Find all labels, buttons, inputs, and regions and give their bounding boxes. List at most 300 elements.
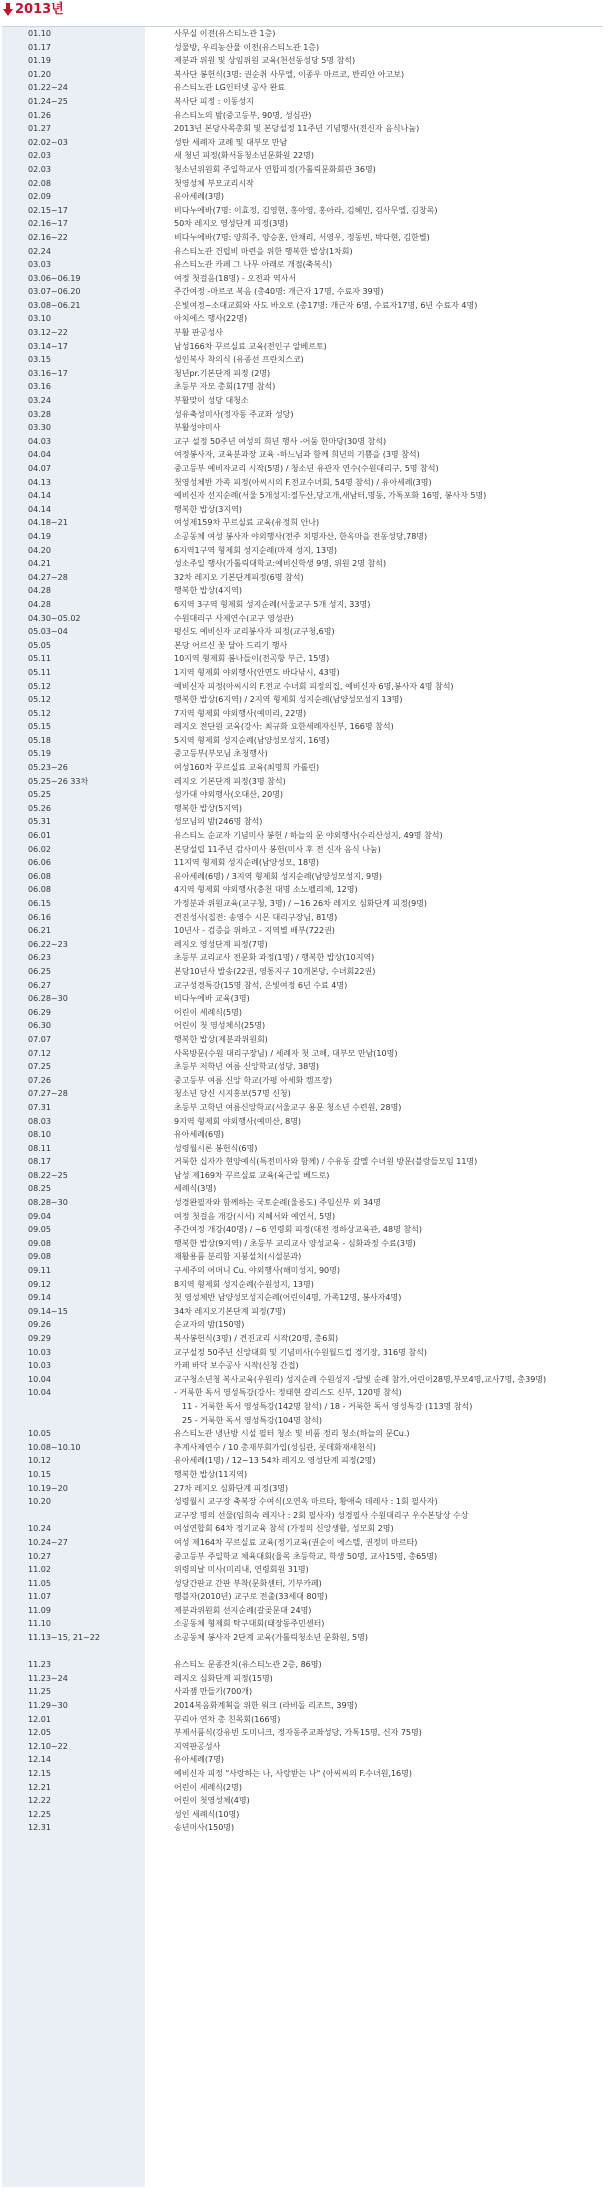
event-date: 05.12 [28, 695, 51, 705]
event-row [2, 1495, 603, 1509]
event-date: 03.03 [28, 260, 51, 270]
event-row [2, 1169, 603, 1183]
event-description: 여성160차 꾸르실료 교육(최명희 카롤린) [174, 763, 320, 773]
event-date: 08.10 [28, 1130, 51, 1140]
event-row [2, 612, 603, 626]
event-row [2, 1658, 603, 1672]
event-description: 성소주일 행사(가톨릭대학교:예비신학생 9명, 위원 2명 참석) [174, 559, 387, 569]
event-row [2, 1821, 603, 1835]
event-description: 송년미사(150명) [174, 1823, 235, 1833]
event-description: 부활맞이 성당 대청소 [174, 396, 249, 406]
event-row [2, 462, 603, 476]
event-row [2, 544, 603, 558]
event-row [2, 1427, 603, 1441]
event-description: 청소년 당신 시지홍보(57명 신청) [174, 1089, 291, 1099]
event-date: 10.05 [28, 1429, 51, 1439]
event-row [2, 571, 603, 585]
event-row [2, 503, 603, 517]
event-row [2, 380, 603, 394]
event-date: 02.16~22 [28, 232, 68, 242]
event-row [2, 747, 603, 761]
event-row [2, 476, 603, 490]
event-date: 05.19 [28, 749, 51, 759]
event-date: 05.12 [28, 681, 51, 691]
event-date: 11.25 [28, 1687, 51, 1697]
event-date: 11.29~30 [28, 1701, 68, 1711]
event-date: 09.29 [28, 1334, 51, 1343]
event-date: 11.23~24 [28, 1673, 68, 1683]
event-date: 09.04 [28, 1211, 51, 1221]
event-date: 03.28 [28, 409, 51, 419]
event-row [2, 340, 603, 354]
event-description: 비다누에바(7명: 양희주, 양승훈, 안채리, 서영우, 정동빈, 박다현, 김한별) [174, 232, 430, 242]
event-description: 2014복음화계획을 위한 워크 (라비돌 리조트, 39명) [174, 1701, 358, 1711]
event-description: 행복한 밥상(4지역) [174, 586, 242, 596]
event-row [2, 707, 603, 721]
event-description: 중고등부 주일학교 체육대회(율목 초등학교, 학생 50명, 교사15명, 총65명) [174, 1551, 438, 1561]
event-row [2, 1237, 603, 1251]
event-row [2, 217, 603, 231]
event-description: 중고등부 예비자교리 시작(5명) / 청소년 유관자 연수(수원대리구, 5명 참석) [174, 464, 439, 473]
event-description: 카페 바닥 보수공사 시작(신청 간접) [174, 1361, 299, 1371]
event-description: 유아세례(3명) [174, 192, 224, 202]
event-date: 04.07 [28, 464, 51, 473]
event-description: 행복한 밥상(6지역) / 2지역 형제회 성지순례(남양성모성지 13명) [174, 695, 403, 705]
event-row [2, 1454, 603, 1468]
event-date: 04.21 [28, 559, 51, 569]
event-description: 교구장 명의 선물(임희숙 레지나 : 2회 필사자) 성경필사 수원대리구 우수본당상 수상 [174, 1510, 469, 1520]
event-date: 11.09 [28, 1605, 51, 1615]
event-row [2, 856, 603, 870]
event-description: 유스티노 문종잔치(유스티노관 2층, 86명) [174, 1660, 322, 1670]
event-description: 어린이 첫영성체(4명) [174, 1796, 250, 1806]
event-date: 10.24 [28, 1524, 51, 1534]
event-description: 부활 판공성사 [174, 328, 223, 338]
event-date: 11.10 [28, 1619, 51, 1629]
event-date: 06.21 [28, 926, 51, 936]
event-row [2, 625, 603, 639]
event-row [2, 1332, 603, 1346]
event-date: 07.31 [28, 1102, 51, 1112]
event-row [2, 1400, 603, 1414]
event-date: 06.27 [28, 980, 51, 990]
event-description: 교구설정 50주년 신앙대회 및 기념미사(수원월드컵 경기장, 316명 참석) [174, 1347, 427, 1357]
event-row [2, 1604, 603, 1618]
event-row [2, 245, 603, 259]
event-row [2, 1223, 603, 1237]
event-row [2, 489, 603, 503]
event-description: 사목방문(수원 대리구장님) / 세례자 첫 고해, 대부모 만남(10명) [174, 1048, 398, 1058]
event-row [2, 897, 603, 911]
event-date: 03.24 [28, 396, 51, 406]
event-description: 11지역 형제회 성지순례(남양성모, 18명) [174, 858, 319, 868]
event-description: 교구 설정 50주년 여성의 희년 행사 -어둠 한마당(30명 참석) [174, 436, 387, 446]
event-row [2, 190, 603, 204]
event-date: 09.08 [28, 1252, 51, 1262]
event-row [2, 843, 603, 857]
event-description: 주간여정 개강(40명) / ~6 연령회 피정(대전 정하상교육관, 48명 참석) [174, 1225, 422, 1235]
event-row [2, 1441, 603, 1455]
event-date: 11.05 [28, 1578, 51, 1588]
event-description: 중고등부(부모님 초청행사) [174, 749, 268, 759]
event-row [2, 1794, 603, 1808]
event-date: 07.25 [28, 1062, 51, 1072]
event-date: 05.26 [28, 803, 51, 813]
event-description: 성물방, 우리농산물 이전(유스티노관 1층) [174, 42, 320, 52]
event-description: 예비신자 피정 "사랑하는 나, 사랑받는 나" (아씨씨의 F.수녀원,16명) [174, 1769, 412, 1778]
event-row [2, 95, 603, 109]
event-description: 행복한 밥상(11지역) [174, 1469, 248, 1479]
event-row [2, 802, 603, 816]
event-date: 02.16~17 [28, 219, 68, 229]
event-date: 07.26 [28, 1075, 51, 1085]
year-title: 2013년 [15, 2, 64, 17]
event-row [2, 1019, 603, 1033]
event-description: 성가대 야외행사(오대산, 20명) [174, 790, 284, 800]
event-description: 사과잼 만들기(700개) [174, 1687, 253, 1697]
event-description: 유스티노관 냉난방 시설 필터 청소 및 비품 정리 청소(하늘의 문Cu.) [174, 1429, 410, 1439]
event-description: 초등부 고학년 여름신앙학교(서울교구 용문 청소년 수련원, 28명) [174, 1102, 402, 1112]
event-date: 06.30 [28, 1021, 51, 1031]
event-row [2, 965, 603, 979]
event-description: 부제서품식(강유빈 도미니크, 정자동주교좌성당, 가톡15명, 신자 75명) [174, 1728, 422, 1738]
event-description: 교구성경특강(15명 참석, 은빛여정 6년 수료 4명) [174, 980, 348, 990]
event-row [2, 1128, 603, 1142]
event-row [2, 1482, 603, 1496]
event-date: 10.04 [28, 1374, 51, 1384]
event-date: 03.15 [28, 355, 51, 365]
year-header [0, 0, 611, 26]
event-description: 새 청년 피정(화서동청소년문화원 22명) [174, 151, 314, 161]
event-row [2, 911, 603, 925]
event-description: 소공동체 봉사자 2단계 교육(가톨릭청소년 문화원, 5명) [174, 1633, 368, 1643]
event-row [2, 149, 603, 163]
event-date: 04.04 [28, 450, 51, 460]
event-row [2, 815, 603, 829]
event-date: 10.08~10.10 [28, 1442, 81, 1452]
event-row [2, 163, 603, 177]
event-date: 04.13 [28, 477, 51, 487]
event-row [2, 394, 603, 408]
event-description: 예비신자 피정(아씨시의 F.전교 수녀회 피정의집, 예비신자 6명,봉사자 4명 참석) [174, 681, 454, 691]
event-row [2, 1590, 603, 1604]
event-description: 여성제159차 꾸르실료 교육(유정희 안나) [174, 518, 320, 528]
event-description: 9지역 형제회 야외행사(예미산, 8명) [174, 1116, 302, 1126]
event-description: 1지역 형제회 야외행사(안면도 바다낚시, 43명) [174, 667, 340, 677]
event-row [2, 1685, 603, 1699]
event-row [2, 1074, 603, 1088]
event-date: 12.25 [28, 1809, 51, 1819]
event-row [2, 666, 603, 680]
event-description: 거룩한 십자가 현양예식(특전미사와 함께) / 수유동 갈멜 수녀원 방문(블랑들모임 11명) [174, 1157, 478, 1167]
event-description: 6지역1구역 형제회 성지순례(마재 성지, 13명) [174, 545, 337, 555]
event-description: 초등부 저학년 여름 신앙학교(성당, 38명) [174, 1062, 320, 1072]
event-row [2, 204, 603, 218]
event-row [2, 1645, 603, 1659]
event-date: 03.16 [28, 382, 51, 392]
event-description: 복사봉헌식(3명) / 견진교리 시작(20명, 총6회) [174, 1334, 339, 1343]
event-date: 10.15 [28, 1469, 51, 1479]
event-row [2, 1713, 603, 1727]
event-description: 제분과 위원 및 상임위원 교육(천선동성당 5명 참석) [174, 56, 356, 66]
event-row [2, 1753, 603, 1767]
event-description: 예비신자 선지순례(서울 5개성지:절두산,당고개,새남터,명동, 가톡포화 16명, 봉사자 5명) [174, 491, 487, 501]
event-row [2, 951, 603, 965]
event-date: 03.30 [28, 423, 51, 433]
event-row [2, 27, 603, 41]
event-date: 04.20 [28, 545, 51, 555]
event-row [2, 516, 603, 530]
event-date: 02.02~03 [28, 137, 68, 147]
event-description: 성모님의 밤(246명 참석) [174, 817, 263, 827]
event-date: 08.03 [28, 1116, 51, 1126]
event-row [2, 979, 603, 993]
event-description: 본당 어르신 꽃 달아 드리기 행사 [174, 640, 288, 650]
event-date: 04.14 [28, 491, 51, 501]
event-row [2, 1033, 603, 1047]
event-date: 06.08 [28, 871, 51, 881]
event-row [2, 1672, 603, 1686]
event-description: 유아세례(7명) [174, 1755, 224, 1765]
event-date: 06.23 [28, 953, 51, 963]
event-description: 11 - 거룩한 독서 영성특강(142명 참석) / 18 - 거룩한 독서 영성특강 (113명 참석) [182, 1401, 473, 1411]
event-row [2, 1767, 603, 1781]
event-description: 아치에스 행사(22명) [174, 314, 248, 324]
event-date: 12.15 [28, 1769, 51, 1778]
event-description: 중고등부 여름 신앙 학교(가평 아세화 캠프장) [174, 1075, 333, 1085]
event-row [2, 1740, 603, 1754]
event-row [2, 557, 603, 571]
event-date: 02.08 [28, 178, 51, 188]
event-date: 12.05 [28, 1728, 51, 1738]
event-date: 09.12 [28, 1279, 51, 1289]
event-row [2, 883, 603, 897]
event-date: 05.03~04 [28, 627, 68, 637]
event-description: 성인복사 착의식 (유종선 프란치스코) [174, 355, 304, 365]
event-date: 09.14 [28, 1293, 51, 1303]
event-description: 유스티노 순교자 기념미사 봉헌 / 하늘의 문 야외행사(수리산성지, 49명 참석) [174, 831, 443, 841]
event-date: 04.28 [28, 586, 51, 596]
event-date: 01.10 [28, 29, 51, 38]
event-date: 10.03 [28, 1347, 51, 1357]
event-description: 10년사 - 검증을 위하고 - 지역별 배부(722권) [174, 926, 335, 936]
event-row [2, 231, 603, 245]
event-date: 01.17 [28, 42, 51, 52]
event-description: 27차 레지오 심화단계 피정(3명) [174, 1483, 289, 1493]
event-description: 순교자의 밤(150명) [174, 1320, 245, 1330]
event-row [2, 1726, 603, 1740]
event-description: 행블자(2010년) 교구로 전출(33세대 80명) [174, 1592, 328, 1602]
event-date: 12.01 [28, 1714, 51, 1724]
event-description: 청년pr.기본단계 피정 (2명) [174, 368, 271, 378]
event-row [2, 1359, 603, 1373]
event-row [2, 68, 603, 82]
event-date: 05.05 [28, 640, 51, 650]
event-description: 청소년위원회 주일학교사 연합피정(가톨릭문화회관 36명) [174, 164, 376, 174]
event-description: 여정봉사자, 교육분과장 교육 -하느님과 함께 희년의 기쁨을 (3명 참석) [174, 450, 420, 460]
event-date: 10.19~20 [28, 1483, 68, 1493]
event-description: 본당10년사 발송(22권, 영통지구 10개본당, 수녀회22권) [174, 966, 376, 976]
event-description: 유스티노관 카페 그 나무 아래로 개점(축복식) [174, 260, 333, 270]
event-description: 첫영성체반 가족 피정(아씨시의 F.전교수녀회, 54명 참석) / 유아세례(3명) [174, 477, 432, 487]
event-date: 09.11 [28, 1266, 51, 1276]
event-date: 03.10 [28, 314, 51, 324]
event-description: 성경완필자와 함께하는 국토순례(울릉도) 주임신부 외 34명 [174, 1198, 381, 1208]
event-description: 평신도 예비신자 교리봉사자 피정(교구청,6명) [174, 627, 335, 637]
event-description: 첫영성체 부모교리시작 [174, 178, 254, 188]
event-date: 06.22~23 [28, 939, 68, 949]
event-row [2, 177, 603, 191]
event-date: 05.31 [28, 817, 51, 827]
event-description: 레지오 전단원 교육(강사: 최규화 요한세례자신부, 166명 참석) [174, 722, 394, 732]
event-date: 06.15 [28, 899, 51, 908]
event-description: 유아세례(6명) / 3지역 형제회 성지순례(남양성모성지, 9명) [174, 871, 382, 881]
event-date: 08.25 [28, 1184, 51, 1194]
event-row [2, 1808, 603, 1822]
event-row [2, 1563, 603, 1577]
event-date: 11.07 [28, 1592, 51, 1602]
event-description: 은빛여정~소대교회와 사도 바오로 (총17명: 개근자 6명, 수료자17명, 6년 수료자 4명) [174, 300, 478, 310]
event-date: 05.18 [28, 735, 51, 745]
event-date: 06.28~30 [28, 994, 68, 1004]
event-date: 05.11 [28, 667, 51, 677]
event-row [2, 1250, 603, 1264]
event-row [2, 408, 603, 422]
event-row [2, 367, 603, 381]
event-date: 12.31 [28, 1823, 51, 1833]
event-description: 위령의날 미사(미리내, 연령회원 31명) [174, 1565, 309, 1575]
event-row [2, 285, 603, 299]
event-row [2, 680, 603, 694]
event-date: 05.12 [28, 708, 51, 718]
event-date: 10.03 [28, 1361, 51, 1371]
event-date: 06.01 [28, 831, 51, 841]
event-row [2, 448, 603, 462]
event-description: 지역판공성사 [174, 1741, 221, 1751]
event-row [2, 1006, 603, 1020]
event-description: 행복한 밥상(제분과위원회) [174, 1034, 268, 1044]
event-date: 01.26 [28, 110, 51, 120]
event-row [2, 693, 603, 707]
event-date: 02.15~17 [28, 205, 68, 215]
event-description: 재활용품 분리함 지붕설치(시설분과) [174, 1252, 302, 1262]
event-date: 07.07 [28, 1034, 51, 1044]
event-date: 01.27 [28, 124, 51, 134]
event-date: 10.12 [28, 1456, 51, 1466]
event-row [2, 41, 603, 55]
events-list [2, 27, 603, 1835]
event-date: 10.04 [28, 1388, 51, 1398]
event-description: - 거룩한 독서 영성특강(강사: 정태현 갈리스도 신부, 120명 참석) [174, 1388, 402, 1398]
event-description: 25 - 거룩한 독서 영성특강(104명 참석) [182, 1415, 323, 1425]
event-date: 05.25~26 33차 [28, 776, 89, 786]
event-date: 08.17 [28, 1157, 51, 1167]
event-row [2, 435, 603, 449]
event-row [2, 720, 603, 734]
event-row [2, 1305, 603, 1319]
event-date: 05.23~26 [28, 763, 68, 773]
arrow-down-icon [3, 3, 13, 17]
event-date: 01.20 [28, 69, 51, 79]
event-row [2, 122, 603, 136]
event-description: 여성 제164차 꾸르실료 교육(정기교육(권순이 에스텔, 권정미 마르타) [174, 1537, 418, 1547]
event-row [2, 1577, 603, 1591]
event-date: 12.22 [28, 1796, 51, 1806]
event-row [2, 258, 603, 272]
event-row [2, 299, 603, 313]
event-date: 06.25 [28, 966, 51, 976]
event-date: 06.16 [28, 912, 51, 922]
event-row [2, 924, 603, 938]
event-date: 04.27~28 [28, 572, 68, 582]
event-description: 남성166차 꾸르실료 교육(전인구 알베르토) [174, 341, 327, 351]
event-date: 03.07~06.20 [28, 287, 81, 297]
event-row [2, 829, 603, 843]
event-date: 05.11 [28, 654, 51, 664]
event-description: 34차 레지오기본단계 피정(7명) [174, 1306, 286, 1316]
event-date: 06.02 [28, 844, 51, 854]
event-row [2, 1346, 603, 1360]
event-date: 04.30~05.02 [28, 613, 81, 623]
event-date: 12.21 [28, 1782, 51, 1792]
event-date: 11.13~15, 21~22 [28, 1633, 100, 1643]
event-row [2, 81, 603, 95]
event-date: 07.12 [28, 1048, 51, 1058]
event-row [2, 938, 603, 952]
event-row [2, 1291, 603, 1305]
event-description: 복사단 봉헌식(3명: 권순취 사무엘, 이종우 마르코, 반리안 아고보) [174, 69, 405, 79]
event-description: 6지역 3구역 형제회 성지순례(서울교구 5개 성지, 33명) [174, 599, 371, 609]
event-date: 03.14~17 [28, 341, 68, 351]
event-description: 어린이 세례식(2명) [174, 1782, 242, 1792]
event-date: 09.26 [28, 1320, 51, 1330]
event-date: 03.08~06.21 [28, 300, 81, 310]
event-description: 세례식(3명) [174, 1184, 217, 1194]
event-row [2, 992, 603, 1006]
event-description: 첫 영성체반 남양성모성지순례(어린이4명, 가족12명, 봉사자4명) [174, 1293, 402, 1303]
event-description: 유스티노관 LG인터넷 공사 완료 [174, 83, 286, 93]
event-description: 유스티노관 건립비 마련을 위한 행복한 밥상(1차회) [174, 246, 353, 256]
event-description: 여정 첫걸음 개강(시서) 지혜서와 예언서, 5명) [174, 1211, 336, 1221]
event-description: 꾸리아 연차 총 친목회(166명) [174, 1714, 281, 1724]
event-description: 성당간판교 간판 부착(문화센터, 기부카페) [174, 1578, 322, 1588]
event-date: 11.02 [28, 1565, 51, 1575]
event-description: 교구청소년청 복사교육(우원리) 성지순례 수원성지 -달빛 순례 참가,어린이28명,부모4명,교사7명, 총39명) [174, 1374, 547, 1384]
event-row [2, 136, 603, 150]
event-row [2, 1631, 603, 1645]
event-row [2, 1550, 603, 1564]
event-row [2, 353, 603, 367]
event-row [2, 1318, 603, 1332]
event-row [2, 1699, 603, 1713]
event-row [2, 1522, 603, 1536]
event-description: 여성연합회 64차 정기교육 참석 (가정의 신앙생활, 성모회 2명) [174, 1524, 394, 1534]
event-row [2, 1386, 603, 1400]
event-description: 복사단 피정 : 이동성지 [174, 96, 254, 106]
event-description: 8지역 형제회 성지순례(수원성지, 13명) [174, 1279, 314, 1289]
event-date: 08.11 [28, 1143, 51, 1153]
event-row [2, 109, 603, 123]
event-date: 09.05 [28, 1225, 51, 1235]
event-date: 05.15 [28, 722, 51, 732]
event-description: 수원대리구 사제연수(교구 영성관) [174, 613, 294, 623]
event-row [2, 1182, 603, 1196]
event-description: 남성 제169차 꾸르실료 교육(육근일 베드로) [174, 1170, 330, 1180]
event-description: 유아세례(6명) [174, 1130, 224, 1140]
event-description: 성령월시 교구장 축복장 수여식(오연옥 마르타, 황애숙 데레사 : 1회 필사자) [174, 1497, 438, 1507]
event-date: 08.22~25 [28, 1170, 68, 1180]
event-row [2, 639, 603, 653]
